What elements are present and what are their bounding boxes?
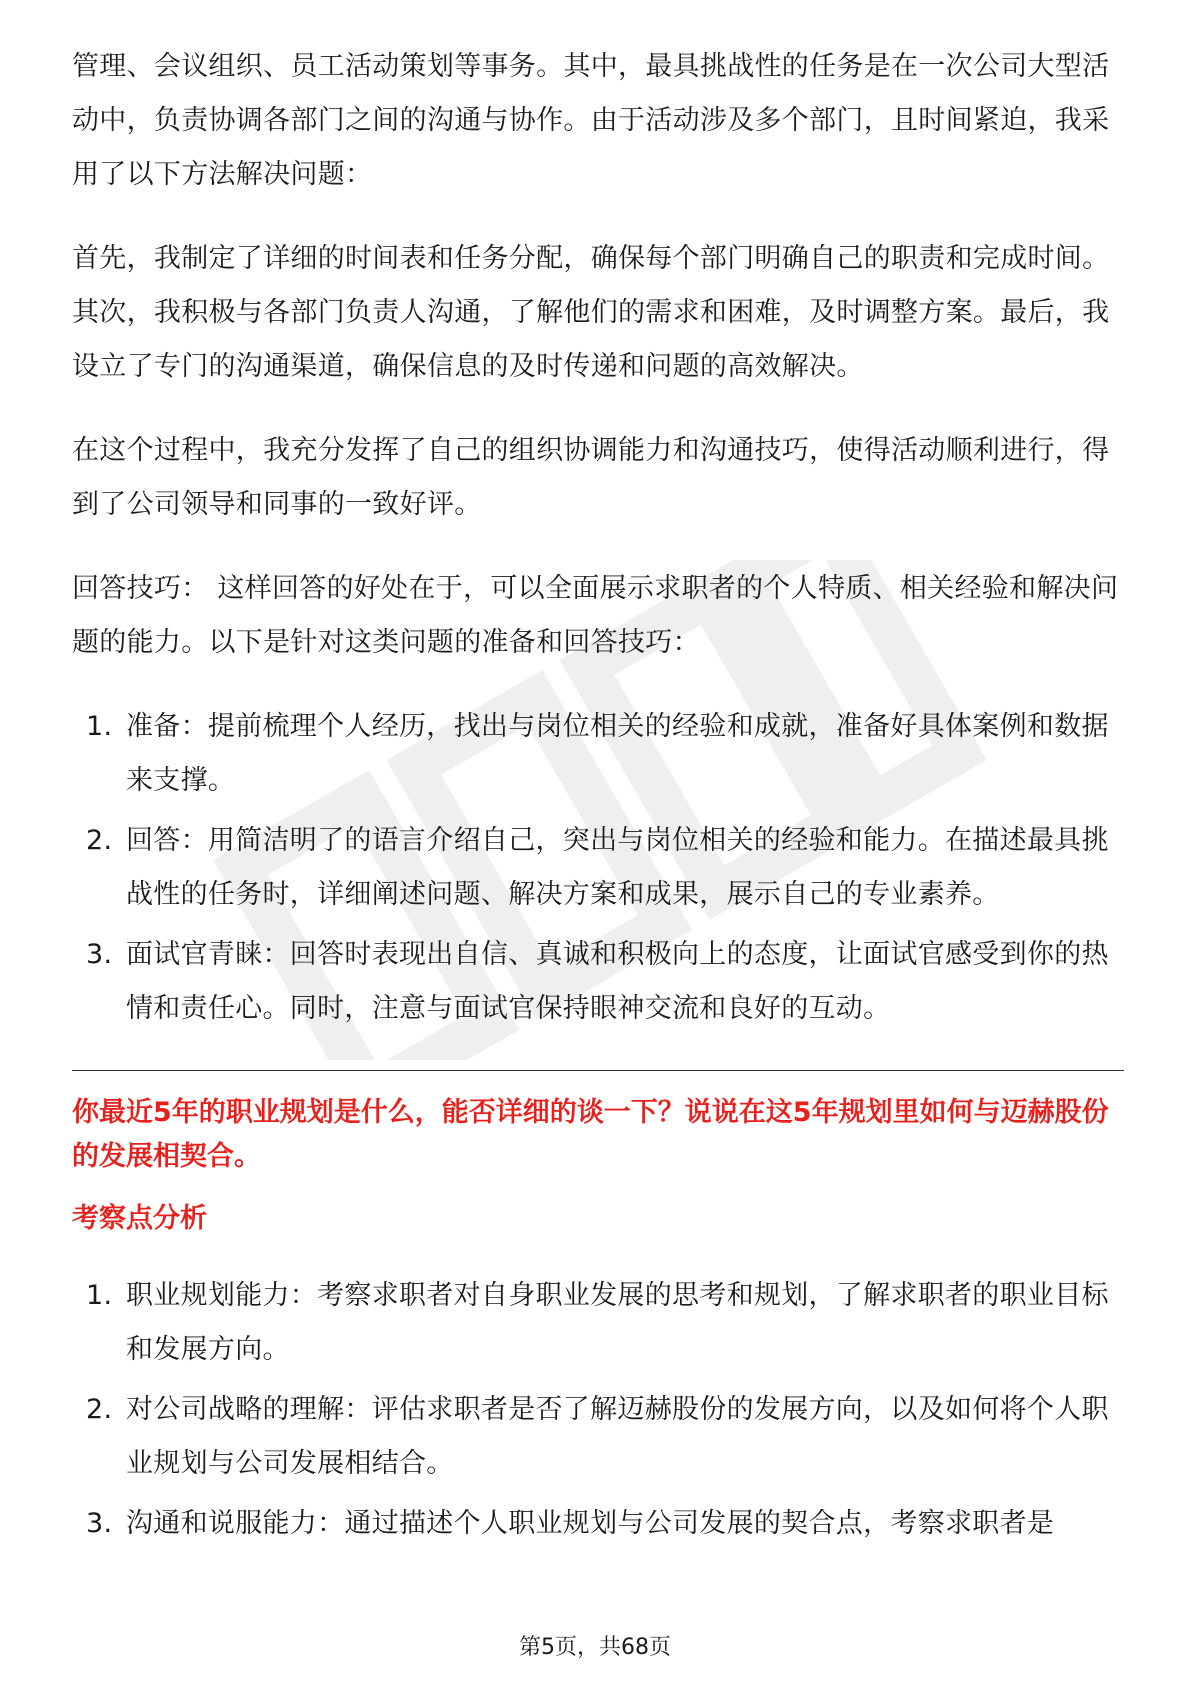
paragraph-3: 在这个过程中，我充分发挥了自己的组织协调能力和沟通技巧，使得活动顺利进行，得到了公司领导和同事的一致好评。 xyxy=(72,435,1110,520)
list-text: 面试官青睐：回答时表现出自信、真诚和积极向上的态度，让面试官感受到你的热情和责任心。同时，注意与面试官保持眼神交流和良好的互动。 xyxy=(126,939,1109,1024)
list-text: 回答：用简洁明了的语言介绍自己，突出与岗位相关的经验和能力。在描述最具挑战性的任务时，详细阐述问题、解决方案和成果，展示自己的专业素养。 xyxy=(126,825,1109,910)
list-item xyxy=(72,814,1124,922)
paragraph-1: 管理、会议组织、员工活动策划等事务。其中，最具挑战性的任务是在一次公司大型活动中，负责协调各部门之间的沟通与协作。由于活动涉及多个部门，且时间紧迫，我采用了以下方法解决问题： xyxy=(72,51,1110,190)
list-number: 3. xyxy=(86,1508,113,1539)
list-text: 对公司战略的理解：评估求职者是否了解迈赫股份的发展方向，以及如何将个人职业规划与公司发展相结合。 xyxy=(126,1394,1109,1479)
list-item xyxy=(72,928,1124,1036)
tips-list xyxy=(72,700,1124,1036)
page-footer: 第5页，共68页 xyxy=(519,1635,671,1660)
interview-question: 你最近5年的职业规划是什么，能否详细的谈一下？说说在这5年规划里如何与迈赫股份的发展相契合。 xyxy=(72,1097,1109,1172)
list-item xyxy=(72,1269,1124,1377)
list-text: 准备：提前梳理个人经历，找出与岗位相关的经验和成就，准备好具体案例和数据来支撑。 xyxy=(126,711,1109,796)
list-text: 职业规划能力：考察求职者对自身职业发展的思考和规划，了解求职者的职业目标和发展方向。 xyxy=(126,1280,1109,1365)
list-number: 2. xyxy=(86,1394,113,1425)
list-item xyxy=(72,700,1124,808)
list-item xyxy=(72,1497,1124,1551)
section-title: 考察点分析 xyxy=(72,1203,207,1234)
list-text: 沟通和说服能力：通过描述个人职业规划与公司发展的契合点，考察求职者是 xyxy=(126,1508,1055,1539)
section-divider xyxy=(72,1070,1124,1071)
paragraph-2: 首先，我制定了详细的时间表和任务分配，确保每个部门明确自己的职责和完成时间。其次，我积极与各部门负责人沟通，了解他们的需求和困难，及时调整方案。最后，我设立了专门的沟通渠道，确保信息的及时传递和问题的高效解决。 xyxy=(72,243,1110,382)
answer-tips-intro: 回答技巧： 这样回答的好处在于，可以全面展示求职者的个人特质、相关经验和解决问题的能力。以下是针对这类问题的准备和回答技巧： xyxy=(72,573,1119,658)
list-number: 1. xyxy=(86,711,113,742)
list-number: 2. xyxy=(86,825,113,856)
page-content xyxy=(72,40,1124,1581)
list-number: 3. xyxy=(86,939,113,970)
list-number: 1. xyxy=(86,1280,113,1311)
analysis-list xyxy=(72,1269,1124,1551)
list-item xyxy=(72,1383,1124,1491)
